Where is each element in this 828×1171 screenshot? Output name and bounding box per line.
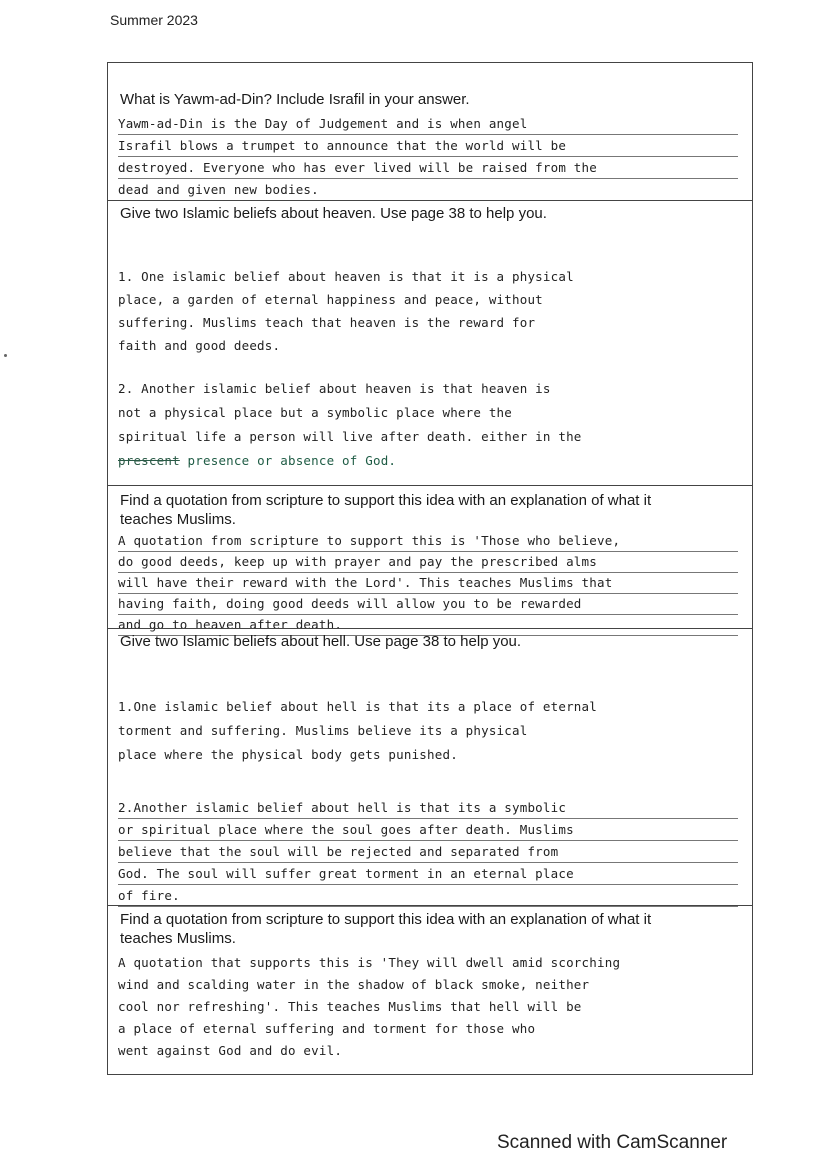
answer-line: of fire. (118, 885, 738, 907)
question-line: Find a quotation from scripture to support this idea with an explanation of what it (120, 492, 652, 509)
answer-line: 1. One islamic belief about heaven is that it is a physical (118, 269, 574, 284)
answer-line: faith and good deeds. (118, 338, 281, 353)
answer-line: suffering. Muslims teach that heaven is the reward for (118, 315, 536, 330)
answer-heaven-quotation (118, 531, 738, 636)
answer-line: or spiritual place where the soul goes after death. Muslims (118, 819, 738, 841)
section-hell-quotation (108, 905, 752, 1077)
answer-hell-belief-2 (118, 797, 738, 907)
question-line: Find a quotation from scripture to support this idea with an explanation of what it (120, 911, 652, 928)
answer-line: went against God and do evil. (118, 1043, 343, 1058)
answer-line: not a physical place but a symbolic place where the (118, 405, 513, 420)
answer-line: 2. Another islamic belief about heaven is that heaven is (118, 381, 551, 396)
section-hell-beliefs (108, 628, 752, 906)
answer-line: do good deeds, keep up with prayer and pay the prescribed alms (118, 552, 738, 573)
answer-line: place where the physical body gets punished. (118, 747, 458, 762)
answer-heaven-belief-1 (118, 265, 738, 357)
scanner-watermark: Scanned with CamScanner (497, 1132, 728, 1153)
question-heaven-beliefs: Give two Islamic beliefs about heaven. Use page 38 to help you. (120, 205, 547, 222)
question-yawm-ad-din: What is Yawm-ad-Din? Include Israfil in your answer. (120, 91, 470, 108)
answer-heaven-belief-2 (118, 377, 738, 473)
answer-last-text: presence or absence of God. (187, 453, 397, 468)
section-yawm-ad-din (108, 63, 752, 200)
answer-line: will have their reward with the Lord'. This teaches Muslims that (118, 573, 738, 594)
answer-line: torment and suffering. Muslims believe its a physical (118, 723, 528, 738)
page-header: Summer 2023 (110, 12, 198, 28)
question-hell-beliefs: Give two Islamic beliefs about hell. Use page 38 to help you. (120, 633, 522, 650)
answer-line: place, a garden of eternal happiness and peace, without (118, 292, 543, 307)
answer-line: a place of eternal suffering and torment for those who (118, 1021, 536, 1036)
answer-line: 1.One islamic belief about hell is that its a place of eternal (118, 699, 597, 714)
answer-hell-quotation (118, 952, 738, 1062)
answer-line: Israfil blows a trumpet to announce that the world will be (118, 135, 738, 157)
question-line: teaches Muslims. (120, 930, 236, 947)
answer-hell-belief-1 (118, 695, 738, 767)
question-heaven-quotation (120, 491, 720, 529)
answer-line: spiritual life a person will live after death. either in the (118, 429, 582, 444)
answer-line: having faith, doing good deeds will allow you to be rewarded (118, 594, 738, 615)
answer-yawm-ad-din (118, 113, 738, 201)
scan-speck (4, 354, 7, 357)
section-heaven-beliefs (108, 200, 752, 486)
answer-line-last (118, 449, 738, 473)
answer-line: dead and given new bodies. (118, 179, 738, 201)
answer-line: 2.Another islamic belief about hell is that its a symbolic (118, 797, 738, 819)
answer-line: and go to heaven after death. (118, 615, 738, 636)
answer-line: wind and scalding water in the shadow of black smoke, neither (118, 977, 590, 992)
answer-line: A quotation that supports this is 'They will dwell amid scorching (118, 955, 621, 970)
question-line: teaches Muslims. (120, 511, 236, 528)
answer-line: believe that the soul will be rejected and separated from (118, 841, 738, 863)
worksheet-frame (107, 62, 753, 1075)
answer-line: God. The soul will suffer great torment in an eternal place (118, 863, 738, 885)
question-hell-quotation (120, 910, 720, 948)
answer-line: Yawm-ad-Din is the Day of Judgement and is when angel (118, 113, 738, 135)
answer-line: cool nor refreshing'. This teaches Muslims that hell will be (118, 999, 582, 1014)
answer-line: A quotation from scripture to support this is 'Those who believe, (118, 531, 738, 552)
section-heaven-quotation (108, 485, 752, 632)
answer-line: destroyed. Everyone who has ever lived will be raised from the (118, 157, 738, 179)
struck-word: prescent (118, 453, 180, 468)
